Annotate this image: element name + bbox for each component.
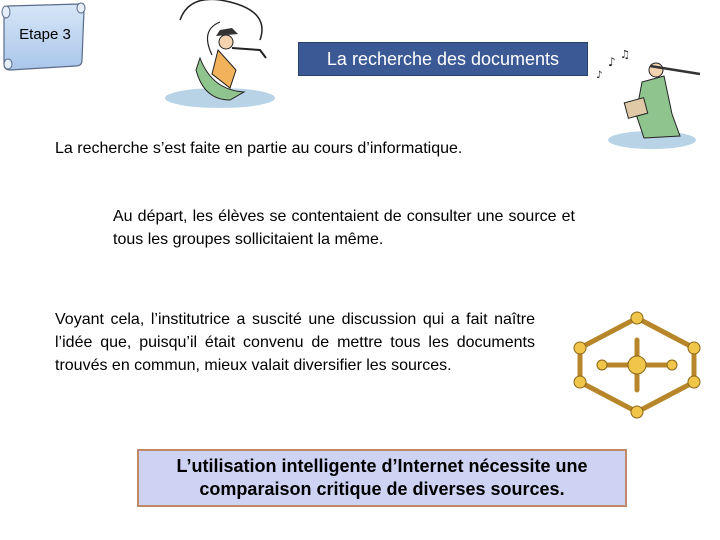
paragraph-start: Au départ, les élèves se contentaient de consulter une source et tous les groupes sollicitaient la même. (113, 208, 575, 248)
page-title (298, 42, 588, 76)
step-label: Etape 3 (19, 26, 71, 43)
svg-text:♫: ♫ (620, 48, 630, 61)
conclusion-text: L’utilisation intelligente d’Internet nécessite une comparaison critique de diverses sources. (176, 456, 588, 499)
lasso-cowboy-illustration (160, 0, 290, 118)
conclusion-box (137, 449, 627, 507)
paragraph-discussion: Voyant cela, l’institutrice a suscité une discussion qui a fait naître l’idée que, puisqu’il était convenu de mettre tous les documents trouvés en commun, mieux valait diversifier les sources. (55, 311, 535, 374)
svg-text:♪: ♪ (596, 70, 603, 81)
intro-text: La recherche s’est faite en partie au cours d’informatique. (55, 140, 463, 157)
svg-text:♪: ♪ (608, 55, 616, 69)
people-network-illustration (562, 310, 712, 420)
flute-player-illustration (590, 44, 710, 152)
page-title-text: La recherche des documents (326, 48, 560, 69)
